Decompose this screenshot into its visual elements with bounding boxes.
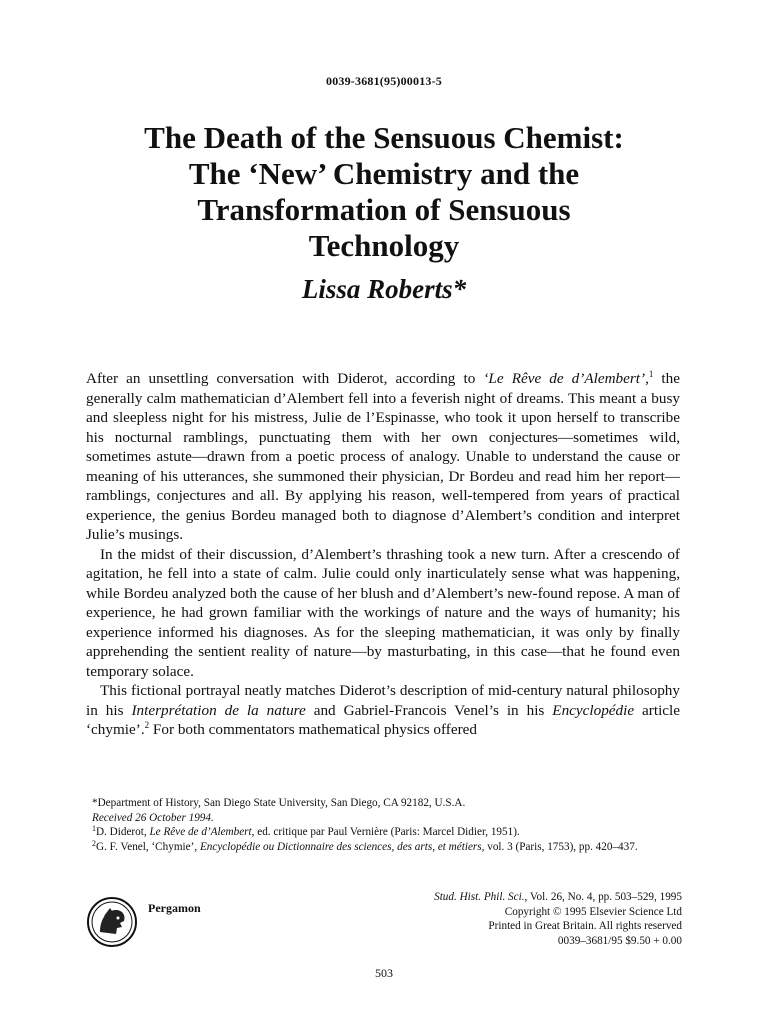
author-name: Lissa Roberts*: [301, 274, 467, 304]
footnote-2: [86, 840, 680, 855]
paragraph-text: ,: [645, 370, 649, 387]
author-affiliation: *Department of History, San Diego State University, San Diego, CA 92182, U.S.A.: [92, 797, 466, 809]
footnote-ref-2[interactable]: 2: [144, 720, 150, 730]
footnote-italic: Encyclopédie ou Dictionnaire des sciences, des arts, et métiers: [199, 840, 482, 853]
footnote-number: 2: [92, 838, 96, 848]
italic-title: Encyclopédie: [552, 701, 635, 719]
italic-title: ‘Le Rêve de d’Alembert’: [483, 370, 646, 387]
publisher-name: Pergamon: [148, 901, 201, 915]
printed-line: Printed in Great Britain. All rights reserved: [488, 920, 682, 933]
footnote-ref-1[interactable]: 1: [648, 369, 654, 379]
paragraph-text: article ‘chymie’.: [86, 701, 680, 738]
paragraph-2: In the midst of their discussion, d’Alembert’s thrashing took a new turn. After a crescendo of agitation, he fell into a state of calm. Julie could only inarticulately sense what was happening, while Bordeu analyzed both the cause of her blush and d’Alembert’s new-found repose. A man of experience, he had grown familiar with the workings of nature and the ways of humanity; his experience informed his diagnoses. As for the sleeping mathematician, it was only by finally apprehending the sentient reality of nature—by masturbating, in this case—that he found even temporary solace.: [86, 545, 680, 680]
footnote-1: [86, 825, 680, 840]
footnote-text: D. Diderot,: [96, 826, 150, 838]
paragraph-text: This fictional portrayal neatly matches Diderot’s description of mid-century natural philosophy in his: [86, 682, 680, 719]
paragraph-3: [86, 681, 680, 740]
paragraph-text: After an unsettling conversation with Diderot, according to: [86, 370, 484, 387]
page-number: 503: [375, 966, 393, 980]
citation-line: [330, 890, 682, 905]
doi-header: 0039-3681(95)00013-5: [326, 74, 442, 88]
footnote-text: G. F. Venel, ‘Chymie’,: [96, 840, 200, 853]
footnote-number: 1: [92, 824, 96, 833]
italic-title: Interprétation de la nature: [131, 701, 306, 719]
title-line: Transformation of Sensuous: [197, 192, 571, 227]
footnotes: [86, 796, 680, 854]
paragraph-1: [86, 369, 680, 545]
citation-details: , Vol. 26, No. 4, pp. 503–529, 1995: [524, 891, 682, 903]
journal-name: Stud. Hist. Phil. Sci.: [434, 891, 525, 903]
journal-citation: [330, 890, 682, 948]
pergamon-logo-icon: [86, 896, 138, 948]
issn-line: 0039–3681/95 $9.50 + 0.00: [557, 934, 682, 947]
paragraph-text: and Gabriel-Francois Venel’s in his: [305, 701, 553, 719]
title-line: The ‘New’ Chemistry and the: [188, 156, 580, 191]
footnote-text: , vol. 3 (Paris, 1753), pp. 420–437.: [481, 840, 638, 853]
received-text: Received 26 October 1994.: [92, 811, 214, 824]
paragraph-text: the generally calm mathematician d’Alembert fell into a feverish night of dreams. This meant a busy and sleepless night for his mistress, Julie de l’Espinasse, who took it upon herself to transcribe his nocturnal ramblings, punctuating them with her own conjectures—sometimes wild, sometimes astute—drawn from a poetic process of analogy. Unable to understand the cause or meaning of his utterances, she summoned their physician, Dr Bordeu and read him her report—ramblings, conjectures and all. By applying his reason, well-tempered from years of practical experience, the genius Bordeu managed both to diagnose d’Alembert’s condition and interpret Julie’s musings.: [86, 370, 680, 543]
received-date: [86, 811, 680, 826]
copyright-line: Copyright © 1995 Elsevier Science Ltd: [504, 905, 682, 918]
footnote-italic: Le Rêve de d’Alembert: [149, 826, 252, 838]
article-body: [86, 369, 680, 740]
footnote-text: , ed. critique par Paul Vernière (Paris: Marcel Didier, 1951).: [251, 826, 520, 838]
paragraph-text: For both commentators mathematical physics offered: [149, 721, 477, 738]
article-title: [60, 120, 708, 264]
title-line: The Death of the Sensuous Chemist:: [144, 120, 624, 155]
title-line: Technology: [308, 228, 460, 263]
